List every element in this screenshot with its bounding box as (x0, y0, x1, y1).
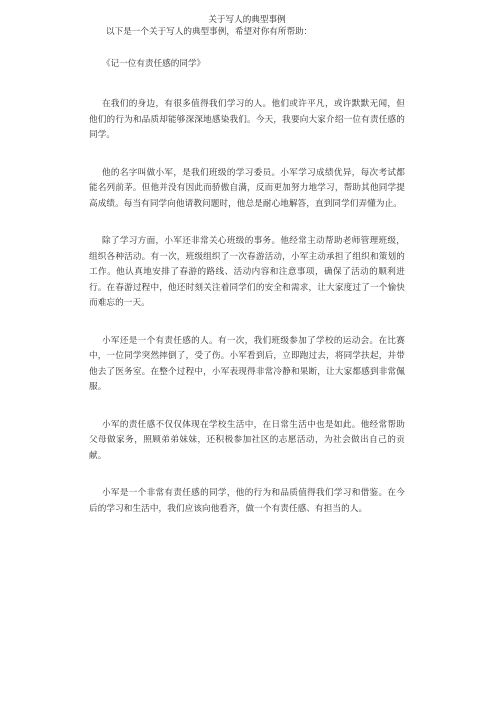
paragraph: 除了学习方面，小军还非常关心班级的事务。他经常主动帮助老师管理班级，组织各种活动。有一次，班级组织了一次春游活动，小军主动承担了组织和策划的工作。他认真地安排了春游的路线、活动内容和注意事项，确保了活动的顺利进行。在春游过程中，他还时刻关注着同学们的安全和需求，让大家度过了一个愉快而难忘的一天。 (89, 236, 405, 308)
intro-line: 以下是一个关于写人的典型事例，希望对你有所帮助： (106, 27, 313, 37)
document-title: 关于写人的典型事例 (208, 15, 286, 25)
spacer (89, 396, 405, 418)
paragraph: 在我们的身边，有很多值得我们学习的人。他们或许平凡，或许默默无闻，但他们的行为和品质却能够深深地感染我们。今天，我要向大家介绍一位有责任感的同学。 (89, 99, 405, 140)
spacer (89, 464, 405, 486)
paragraph: 小军的责任感不仅仅体现在学校生活中，在日常生活中也是如此。他经常帮助父母做家务，照顾弟弟妹妹，还积极参加社区的志愿活动，为社会做出自己的贡献。 (89, 419, 405, 461)
paragraph: 小军是一个非常有责任感的同学，他的行为和品质值得我们学习和借鉴。在今后的学习和生活中，我们应该向他看齐，做一个有责任感、有担当的人。 (89, 488, 405, 514)
spacer (89, 144, 405, 166)
spacer (89, 212, 405, 234)
spacer (89, 312, 405, 334)
paragraph: 他的名字叫做小军，是我们班级的学习委员。小军学习成绩优异，每次考试都能名列前茅。但他并没有因此而骄傲自满，反而更加努力地学习，帮助其他同学提高成绩。每当有同学向他请教问题时，他总是耐心地解答，直到同学们弄懂为止。 (89, 167, 405, 209)
paragraph: 小军还是一个有责任感的人。有一次，我们班级参加了学校的运动会。在比赛中，一位同学突然摔倒了，受了伤。小军看到后，立即跑过去，将同学扶起，并带他去了医务室。在整个过程中，小军表现得非常冷静和果断，让大家都感到非常佩服。 (89, 335, 405, 392)
spacer (89, 70, 405, 97)
article-title: 《记一位有责任感的同学》 (102, 59, 206, 69)
document-body (89, 14, 405, 517)
